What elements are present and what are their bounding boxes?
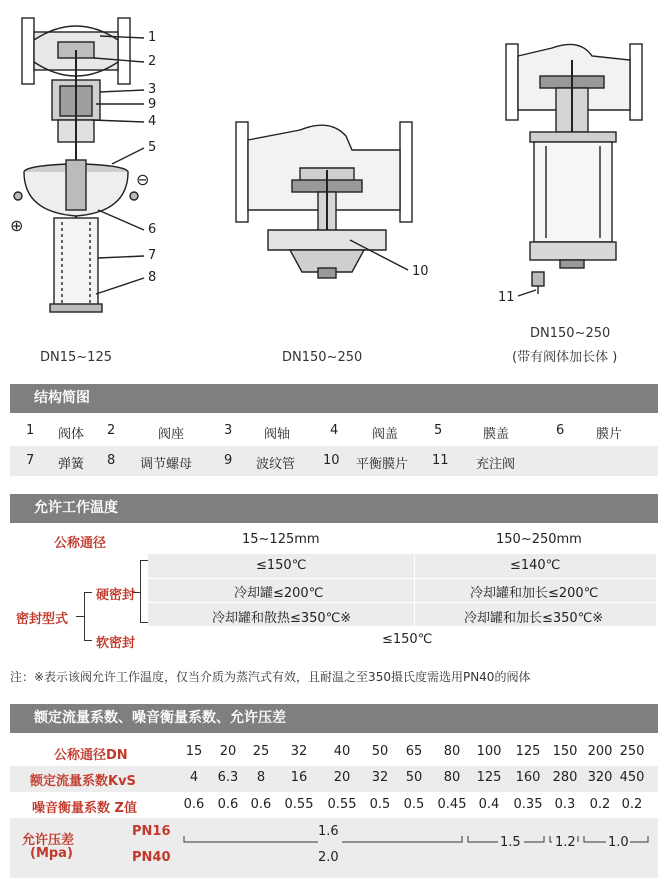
part-name: 阀盖 <box>372 427 399 442</box>
nominal-diameter-label: 公称通径 <box>54 536 107 551</box>
part-number-8: 8 <box>148 270 157 285</box>
caption-extended: DN150~250 <box>530 326 611 341</box>
kvs-value: 16 <box>290 770 308 785</box>
pn16-value-2: 1.5 <box>500 835 521 850</box>
dn-value: 250 <box>619 744 645 759</box>
valve-diagram-large <box>236 122 412 278</box>
kvs-value: 160 <box>515 770 541 785</box>
z-value: 0.4 <box>478 797 500 812</box>
hard-row-2-col-2: 冷却罐和加长≤200℃ <box>470 586 599 601</box>
part-name: 膜盖 <box>483 427 510 442</box>
hard-row-1-col-1: ≤150℃ <box>256 558 307 573</box>
dn-value: 40 <box>333 744 351 759</box>
part-name: 调节螺母 <box>140 457 193 472</box>
part-index: 11 <box>432 453 449 468</box>
part-index: 6 <box>556 423 565 438</box>
valve-diagrams <box>0 0 666 380</box>
part-name: 弹簧 <box>58 457 85 472</box>
z-label: 噪音衡量系数 Z值 <box>32 801 137 816</box>
caption-small: DN15~125 <box>40 350 112 365</box>
dn-value: 80 <box>443 744 461 759</box>
dn-value: 25 <box>252 744 270 759</box>
z-value: 0.35 <box>513 797 543 812</box>
part-number-6: 6 <box>148 222 157 237</box>
part-index: 10 <box>323 453 340 468</box>
z-value: 0.6 <box>217 797 239 812</box>
part-number-10: 10 <box>412 264 429 279</box>
part-name: 阀轴 <box>264 427 291 442</box>
part-number-9: 9 <box>148 97 157 112</box>
z-value: 0.45 <box>437 797 467 812</box>
caption-extended-note: (带有阀体加长体 ) <box>512 350 618 365</box>
part-index: 5 <box>434 423 443 438</box>
dp-label: 允许压差 <box>22 833 75 848</box>
part-index: 4 <box>330 423 339 438</box>
z-value: 0.5 <box>369 797 391 812</box>
dn-label: 公称通径DN <box>54 748 128 763</box>
kvs-value: 8 <box>256 770 266 785</box>
seal-type-label: 密封型式 <box>16 612 69 627</box>
part-index: 9 <box>224 453 233 468</box>
part-number-4: 4 <box>148 114 157 129</box>
z-value: 0.5 <box>403 797 425 812</box>
part-index: 1 <box>26 423 35 438</box>
z-value: 0.2 <box>621 797 643 812</box>
kvs-value: 20 <box>333 770 351 785</box>
part-index: 3 <box>224 423 233 438</box>
temp-col-2-header: 150~250mm <box>496 532 582 547</box>
hard-seal-label: 硬密封 <box>96 588 136 603</box>
pn40-label: PN40 <box>132 850 171 865</box>
temperature-note: 注：※表示该阀允许工作温度，仅当介质为蒸汽式有效，且耐温之至350摄氏度需选用PN40的阀体 <box>10 670 531 684</box>
part-index: 8 <box>107 453 116 468</box>
pn16-value-1: 1.6 <box>318 824 339 839</box>
valve-diagram-extended <box>506 44 642 296</box>
part-index: 7 <box>26 453 35 468</box>
kvs-value: 4 <box>189 770 199 785</box>
pn16-value-3: 1.2 <box>555 835 576 850</box>
section-title-structure: 结构简图 <box>10 384 658 413</box>
dn-value: 15 <box>185 744 203 759</box>
kvs-value: 6.3 <box>217 770 239 785</box>
hard-row-3-col-2: 冷却罐和加长≤350℃※ <box>464 611 604 626</box>
dn-value: 150 <box>552 744 578 759</box>
part-name: 阀体 <box>58 427 85 442</box>
kvs-value: 450 <box>619 770 645 785</box>
dn-value: 200 <box>587 744 613 759</box>
dp-unit: (Mpa) <box>30 846 73 861</box>
part-number-2: 2 <box>148 54 157 69</box>
hard-row-3-col-1: 冷却罐和散热≤350℃※ <box>212 611 352 626</box>
z-value: 0.3 <box>554 797 576 812</box>
part-number-1: 1 <box>148 30 157 45</box>
part-number-11: 11 <box>498 290 515 305</box>
z-value: 0.6 <box>250 797 272 812</box>
pn16-value-4: 1.0 <box>608 835 629 850</box>
kvs-label: 额定流量系数KvS <box>30 774 136 789</box>
soft-seal-value: ≤150℃ <box>382 632 433 647</box>
dn-value: 50 <box>371 744 389 759</box>
dn-value: 65 <box>405 744 423 759</box>
part-number-5: 5 <box>148 140 157 155</box>
z-value: 0.2 <box>589 797 611 812</box>
seal-bracket <box>84 592 86 640</box>
pn40-value: 2.0 <box>318 850 339 865</box>
kvs-value: 32 <box>371 770 389 785</box>
hard-row-1-col-2: ≤140℃ <box>510 558 561 573</box>
part-name: 平衡膜片 <box>356 457 409 472</box>
kvs-value: 320 <box>587 770 613 785</box>
kvs-value: 80 <box>443 770 461 785</box>
soft-seal-label: 软密封 <box>96 636 136 651</box>
part-name: 充注阀 <box>476 457 516 472</box>
valve-diagram-small <box>14 18 144 312</box>
kvs-value: 50 <box>405 770 423 785</box>
hard-row-2-col-1: 冷却罐≤200℃ <box>234 586 324 601</box>
z-value: 0.55 <box>327 797 357 812</box>
part-name: 波纹管 <box>256 457 296 472</box>
minus-symbol: ⊖ <box>136 170 150 189</box>
dn-value: 20 <box>219 744 237 759</box>
part-number-3: 3 <box>148 82 157 97</box>
dn-value: 100 <box>476 744 502 759</box>
dn-value: 125 <box>515 744 541 759</box>
part-index: 2 <box>107 423 116 438</box>
pn16-label: PN16 <box>132 824 171 839</box>
caption-large: DN150~250 <box>282 350 363 365</box>
z-value: 0.55 <box>284 797 314 812</box>
part-number-7: 7 <box>148 248 157 263</box>
section-title-flow: 额定流量系数、噪音衡量系数、允许压差 <box>10 704 658 733</box>
part-name: 膜片 <box>596 427 623 442</box>
plus-symbol: ⊕ <box>10 216 24 235</box>
kvs-value: 125 <box>476 770 502 785</box>
z-value: 0.6 <box>183 797 205 812</box>
dn-value: 32 <box>290 744 308 759</box>
kvs-value: 280 <box>552 770 578 785</box>
part-name: 阀座 <box>158 427 185 442</box>
section-title-temperature: 允许工作温度 <box>10 494 658 523</box>
temp-col-1-header: 15~125mm <box>242 532 320 547</box>
